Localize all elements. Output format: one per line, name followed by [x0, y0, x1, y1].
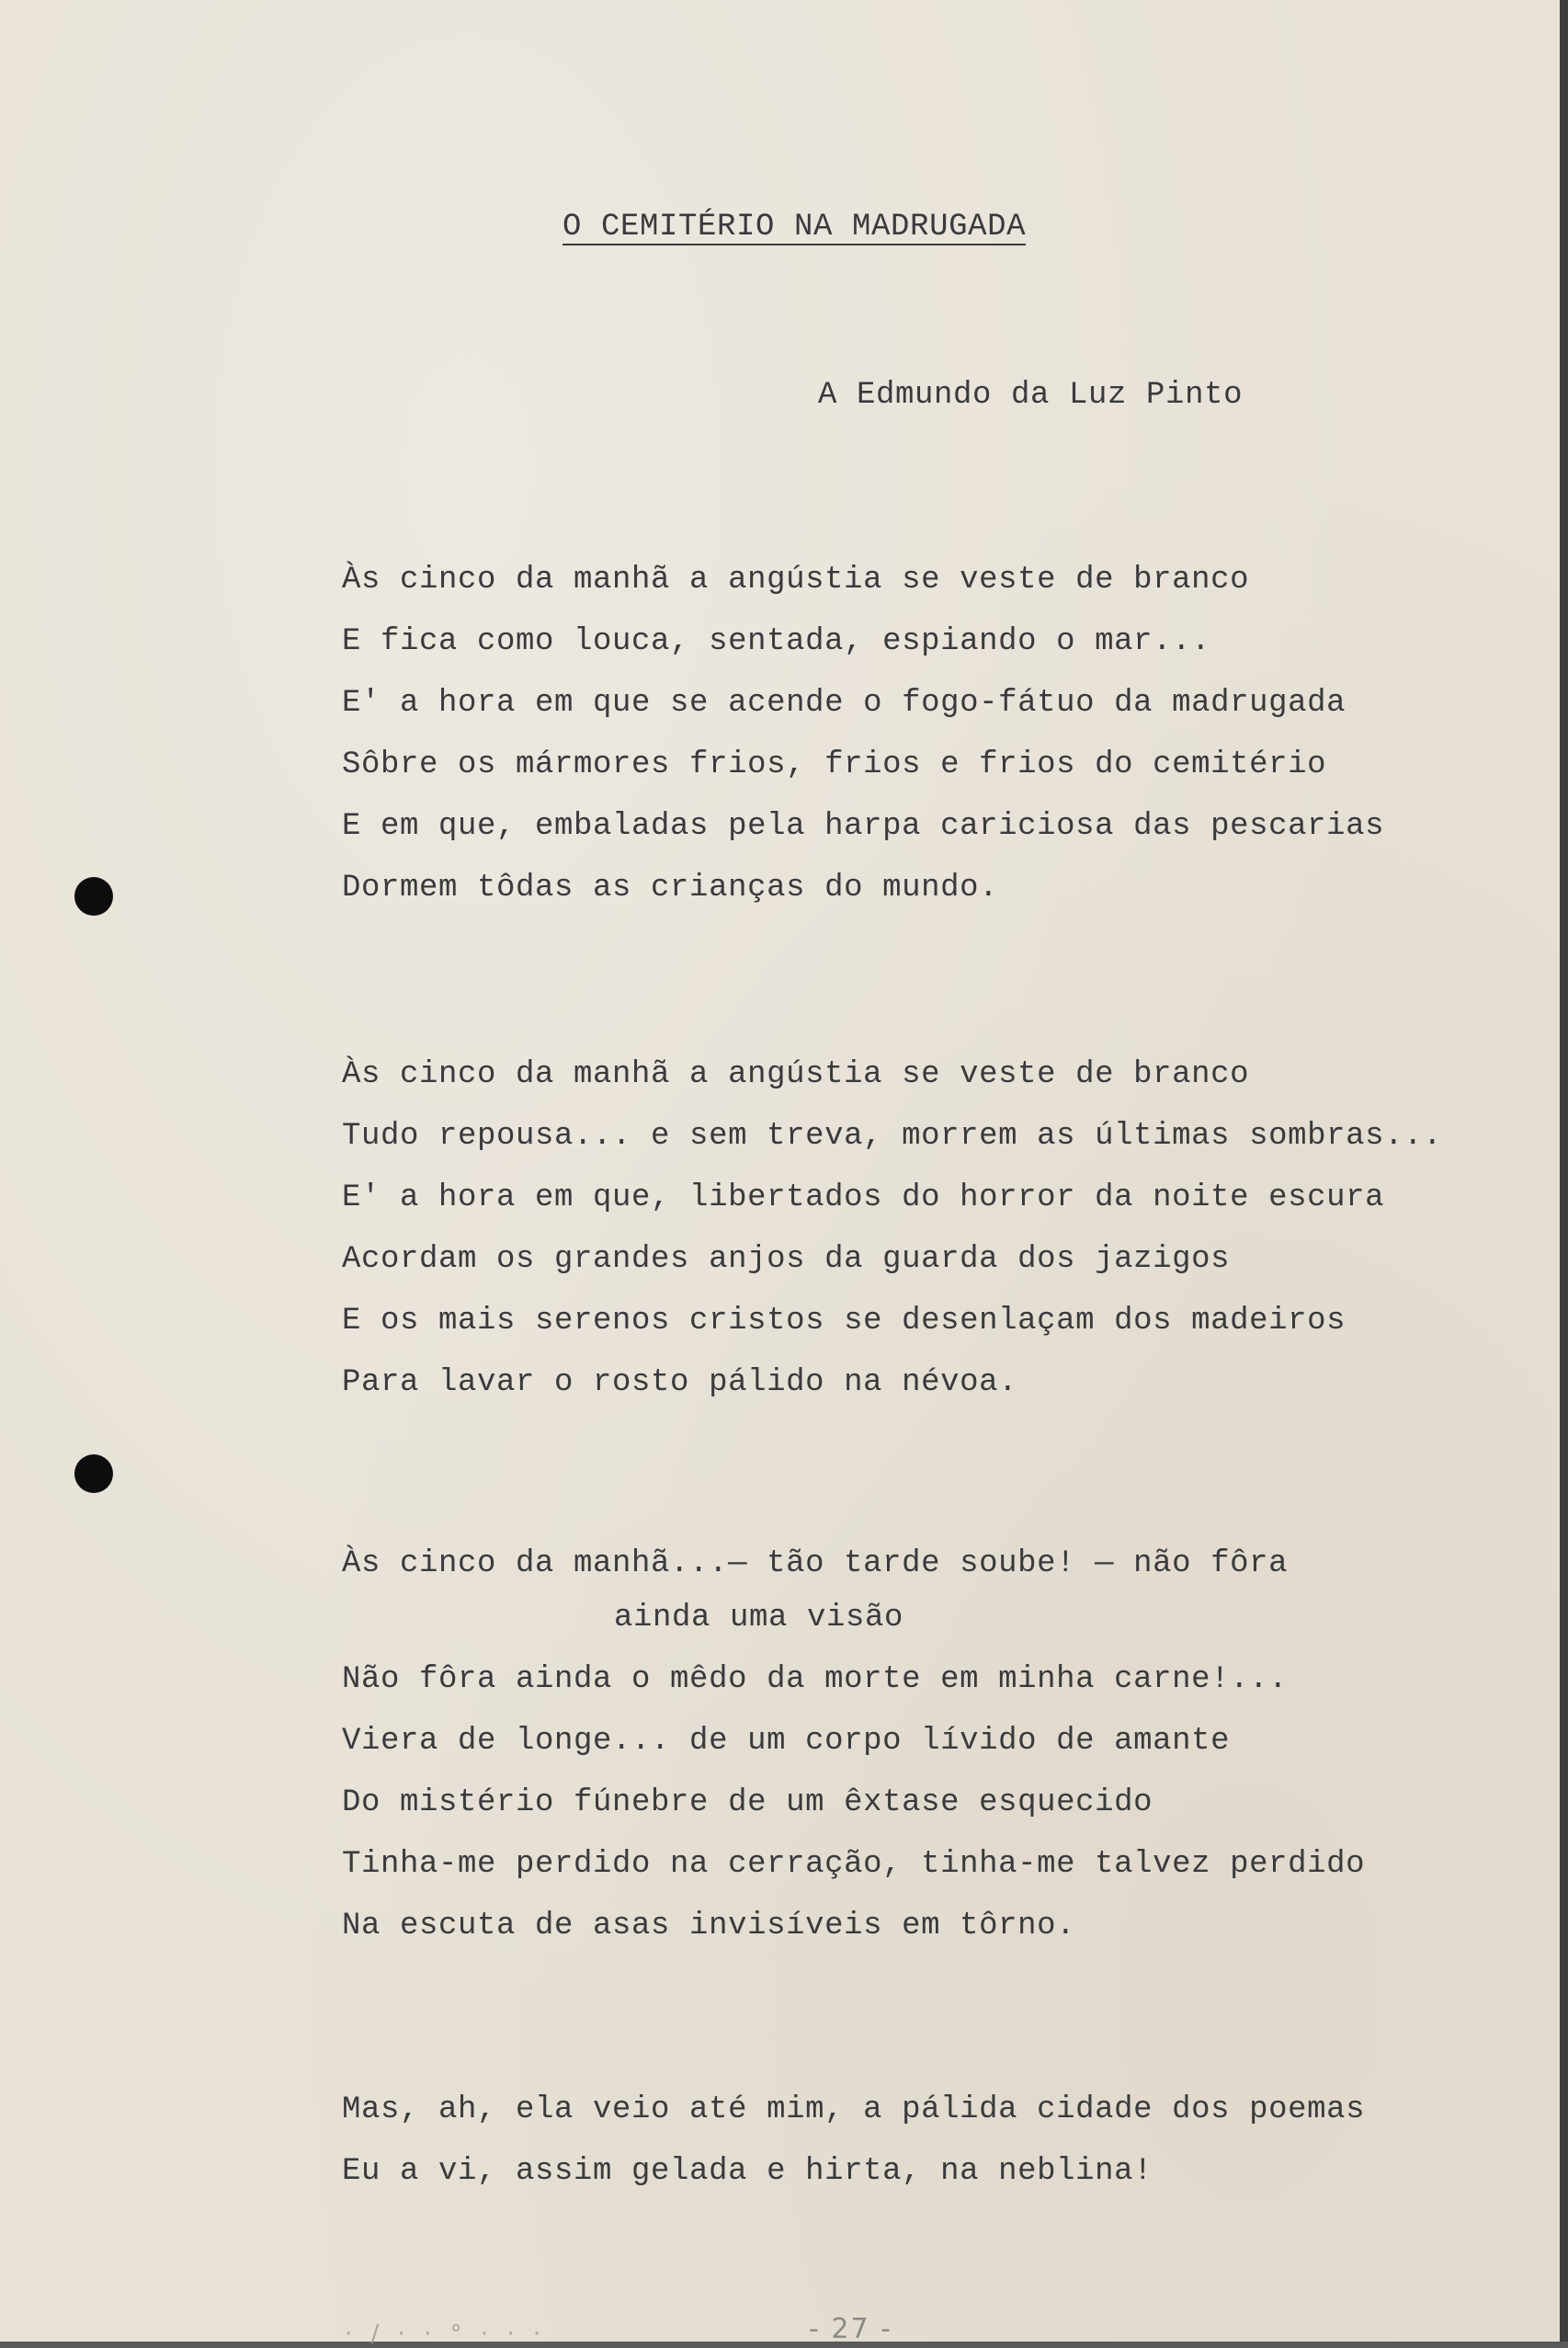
verse-line: Às cinco da manhã a angústia se veste de branco	[342, 1057, 1250, 1092]
verse-line: E em que, embaladas pela harpa cariciosa das pescarias	[342, 809, 1385, 844]
verse-line-continuation: ainda uma visão	[614, 1601, 904, 1636]
verse-line: Às cinco da manhã...— tão tarde soube! — não fôra	[342, 1546, 1289, 1581]
verse-line: Para lavar o rosto pálido na névoa.	[342, 1365, 1018, 1400]
verse-line: E fica como louca, sentada, espiando o mar...	[342, 624, 1211, 659]
punch-hole	[74, 1454, 113, 1493]
verse-line: E os mais serenos cristos se desenlaçam dos madeiros	[342, 1304, 1346, 1339]
stanza-3	[342, 1540, 1365, 1957]
verse-line: Às cinco da manhã a angústia se veste de branco	[342, 563, 1250, 598]
verse-line: E' a hora em que se acende o fogo-fátuo da madrugada	[342, 686, 1346, 721]
verse-line: Não fôra ainda o mêdo da morte em minha carne!...	[342, 1662, 1289, 1697]
scan-edge	[1560, 0, 1568, 2342]
stanza-2	[342, 1044, 1442, 1414]
dedication: A Edmundo da Luz Pinto	[818, 378, 1244, 413]
poem-title: O CEMITÉRIO NA MADRUGADA	[562, 210, 1027, 245]
pencil-annotation: · / · · ° · · ·	[345, 2320, 547, 2348]
verse-line: Tudo repousa... e sem treva, morrem as últimas sombras...	[342, 1119, 1443, 1154]
page-number: - 27 -	[809, 2313, 892, 2345]
stanza-1	[342, 550, 1384, 919]
verse-line: Do mistério fúnebre de um êxtase esquecido	[342, 1785, 1153, 1820]
verse-line: Viera de longe... de um corpo lívido de amante	[342, 1724, 1231, 1759]
verse-line: Tinha-me perdido na cerração, tinha-me talvez perdido	[342, 1847, 1366, 1882]
verse-line: E' a hora em que, libertados do horror da noite escura	[342, 1180, 1385, 1215]
verse-line: Dormem tôdas as crianças do mundo.	[342, 871, 999, 906]
punch-hole	[74, 877, 113, 916]
verse-line: Acordam os grandes anjos da guarda dos jazigos	[342, 1242, 1231, 1277]
verse-line: Mas, ah, ela veio até mim, a pálida cidade dos poemas	[342, 2092, 1366, 2127]
verse-line: Na escuta de asas invisíveis em tôrno.	[342, 1909, 1076, 1943]
stanza-4	[342, 2080, 1365, 2203]
verse-line: Eu a vi, assim gelada e hirta, na neblina!	[342, 2154, 1153, 2189]
verse-line: Sôbre os mármores frios, frios e frios do cemitério	[342, 747, 1327, 782]
